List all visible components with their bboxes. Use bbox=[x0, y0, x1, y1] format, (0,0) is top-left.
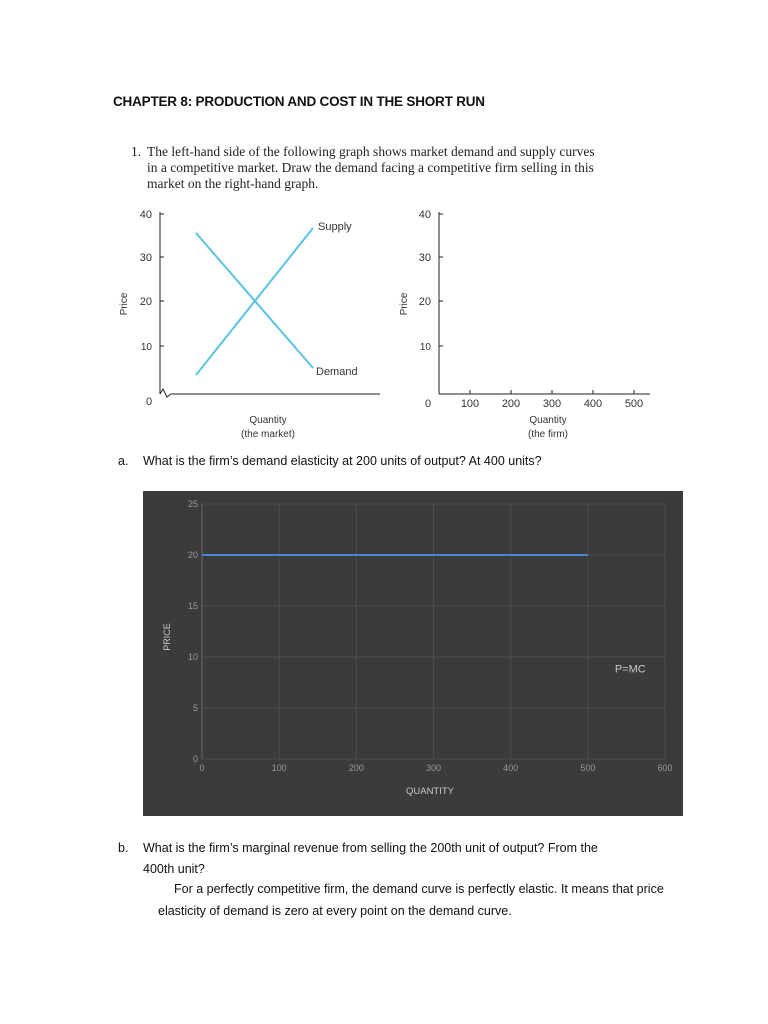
question-line-2: in a competitive market. Draw the demand facing a competitive firm selling in this bbox=[147, 160, 594, 175]
question-b-line-1: What is the firm’s marginal revenue from selling the 200th unit of output? From the bbox=[143, 841, 598, 855]
question-b-label: b. bbox=[118, 841, 129, 855]
firm-xtick-label: 200 bbox=[501, 398, 521, 410]
market-ytick-label: 40 bbox=[139, 209, 152, 221]
firm-ytick-label: 20 bbox=[418, 296, 431, 308]
market-price-label: Price bbox=[119, 292, 130, 316]
market-and-firm-graphs bbox=[100, 200, 670, 445]
firm-demand-chart bbox=[143, 491, 683, 816]
firm-xlabel-sub: (the firm) bbox=[528, 429, 568, 440]
demand-curve bbox=[196, 233, 313, 368]
question-a-text: What is the firm’s demand elasticity at 200 units of output? At 400 units? bbox=[143, 454, 542, 468]
firm-xtick-label: 300 bbox=[542, 398, 562, 410]
market-graph bbox=[119, 209, 380, 440]
question-line-3: market on the right-hand graph. bbox=[147, 176, 319, 191]
x-tick-label: 100 bbox=[271, 763, 287, 773]
x-tick-label: 600 bbox=[657, 763, 673, 773]
question-b bbox=[118, 838, 683, 882]
firm-xtick-label: 400 bbox=[583, 398, 603, 410]
chart-x-label: QUANTITY bbox=[405, 786, 455, 797]
chart-background bbox=[143, 491, 683, 816]
firm-price-label: Price bbox=[399, 292, 410, 316]
x-tick-label: 300 bbox=[425, 763, 442, 773]
x-tick-label: 500 bbox=[580, 763, 596, 773]
y-tick-label: 25 bbox=[187, 499, 198, 509]
chart-annotation-p-mc: P=MC bbox=[614, 663, 646, 676]
market-origin-label: 0 bbox=[145, 396, 153, 408]
firm-ytick-label: 30 bbox=[418, 252, 431, 264]
demand-label: Demand bbox=[316, 366, 358, 378]
answer-text: For a perfectly competitive firm, the demand curve is perfectly elastic. It means that price elasticity of demand is zero at every point on the demand curve. bbox=[158, 882, 664, 918]
chapter-title: CHAPTER 8: PRODUCTION AND COST IN THE SHORT RUN bbox=[113, 94, 485, 109]
question-number: 1. bbox=[131, 144, 142, 159]
market-ytick-label: 20 bbox=[139, 296, 152, 308]
market-xlabel: Quantity bbox=[249, 415, 287, 426]
market-xlabel-sub: (the market) bbox=[241, 429, 295, 440]
market-x-axis bbox=[160, 389, 380, 397]
firm-xtick-label: 500 bbox=[624, 398, 644, 410]
firm-ytick-label: 10 bbox=[419, 342, 431, 353]
chart-y-label: PRICE bbox=[162, 623, 172, 651]
question-a-label: a. bbox=[118, 454, 129, 468]
y-tick-label: 10 bbox=[187, 652, 198, 662]
market-ytick-label: 30 bbox=[139, 252, 152, 264]
x-tick-label: 200 bbox=[348, 763, 364, 773]
firm-graph bbox=[399, 209, 650, 440]
firm-origin-label: 0 bbox=[424, 398, 432, 410]
y-tick-label: 5 bbox=[192, 703, 198, 713]
x-tick-label: 0 bbox=[199, 763, 205, 773]
question-b-line-2: 400th unit? bbox=[143, 862, 205, 876]
question-line-1: The left-hand side of the following graph shows market demand and supply curves bbox=[147, 144, 595, 159]
question-a bbox=[118, 451, 678, 473]
y-tick-label: 15 bbox=[187, 601, 198, 611]
firm-xlabel: Quantity bbox=[529, 415, 567, 426]
market-ytick-label: 10 bbox=[140, 342, 152, 353]
firm-xtick-label: 100 bbox=[460, 398, 480, 410]
y-tick-label: 0 bbox=[192, 754, 198, 764]
y-tick-label: 20 bbox=[187, 550, 198, 560]
firm-ytick-label: 40 bbox=[418, 209, 431, 221]
x-tick-label: 400 bbox=[503, 763, 519, 773]
supply-label: Supply bbox=[318, 221, 352, 233]
